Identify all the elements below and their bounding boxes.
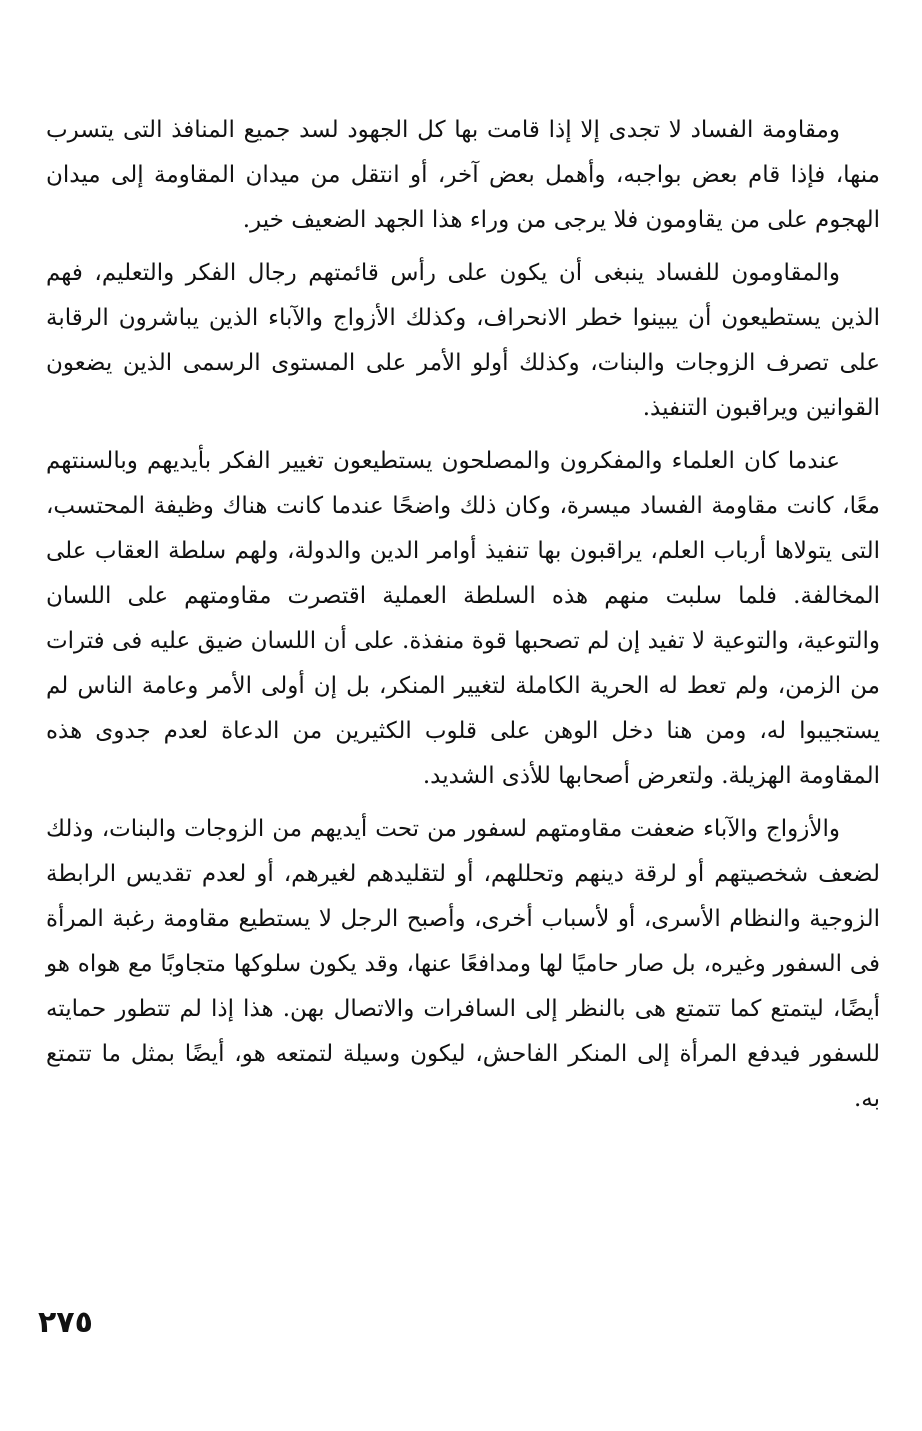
body-text (46, 108, 880, 1130)
paragraph-4: والأزواج والآباء ضعفت مقاومتهم لسفور من تحت أيديهم من الزوجات والبنات، وذلك لضعف شخصيتهم أو لرقة دينهم وتحللهم، أو لتقليدهم لغيرهم، أو لعدم تقديس الرابطة الزوجية والنظام الأسرى، أو لأسباب أخرى، وأصبح الرجل لا يستطيع مقاومة رغبة المرأة فى السفور وغيره، بل صار حاميًا لها ومدافعًا عنها، وقد يكون سلوكها متجاوبًا مع هواه هو أيضًا، ليتمتع كما تتمتع هى بالنظر إلى السافرات والاتصال بهن. هذا إذا لم تتطور حمايته للسفور فيدفع المرأة إلى المنكر الفاحش، ليكون وسيلة لتمتعه هو، أيضًا بمثل ما تتمتع به. (46, 816, 880, 1112)
page-number: ٢٧٥ (38, 1305, 93, 1340)
paragraph-3: عندما كان العلماء والمفكرون والمصلحون يستطيعون تغيير الفكر بأيديهم وبالسنتهم معًا، كانت مقاومة الفساد ميسرة، وكان ذلك واضحًا عندما كانت هناك وظيفة المحتسب، التى يتولاها أرباب العلم، يراقبون بها تنفيذ أوامر الدين والدولة، ولهم سلطة العقاب على المخالفة. فلما سلبت منهم هذه السلطة العملية اقتصرت مقاومتهم على اللسان والتوعية، والتوعية لا تفيد إن لم تصحبها قوة منفذة. على أن اللسان ضيق عليه فى فترات من الزمن، ولم تعط له الحرية الكاملة لتغيير المنكر، بل إن أولى الأمر وعامة الناس لم يستجيبوا له، ومن هنا دخل الوهن على قلوب الكثيرين من الدعاة لعدم جدوى هذه المقاومة الهزيلة. ولتعرض أصحابها للأذى الشديد. (46, 448, 880, 789)
paragraph-1: ومقاومة الفساد لا تجدى إلا إذا قامت بها كل الجهود لسد جميع المنافذ التى يتسرب منها، فإذا قام بعض بواجبه، وأهمل بعض آخر، أو انتقل من ميدان المقاومة إلى ميدان الهجوم على من يقاومون فلا يرجى من وراء هذا الجهد الضعيف خير. (46, 117, 880, 233)
paragraph-2: والمقاومون للفساد ينبغى أن يكون على رأس قائمتهم رجال الفكر والتعليم، فهم الذين يستطيعون أن يبينوا خطر الانحراف، وكذلك الأزواج والآباء الذين يباشرون الرقابة على تصرف الزوجات والبنات، وكذلك أولو الأمر على المستوى الرسمى الذين يضعون القوانين ويراقبون التنفيذ. (46, 260, 880, 421)
